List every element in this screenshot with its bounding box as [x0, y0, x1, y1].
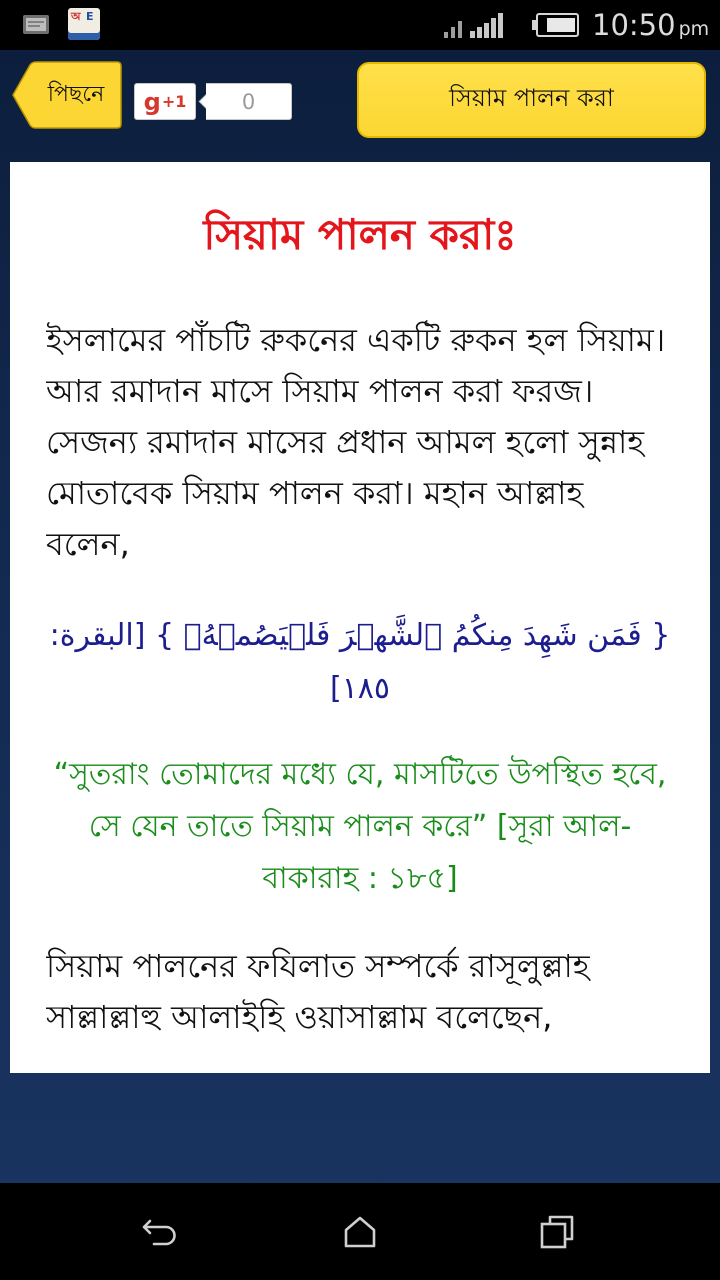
data-signal-icon — [444, 18, 462, 38]
app-icon-letter-1: অ — [71, 10, 81, 23]
screenshot-icon — [22, 13, 50, 37]
clock-time: 10:50 — [592, 8, 676, 42]
clock-ampm: pm — [678, 18, 710, 40]
back-button[interactable] — [11, 61, 123, 129]
app-icon-letter-2: E — [86, 10, 94, 23]
plus-one-count: 0 — [206, 83, 292, 120]
topic-title-button[interactable]: সিয়াম পালন করা — [357, 62, 706, 138]
back-icon[interactable] — [140, 1212, 180, 1252]
recents-icon[interactable] — [537, 1212, 577, 1252]
clock — [592, 5, 716, 45]
home-icon[interactable] — [340, 1212, 380, 1252]
navigation-bar — [0, 1183, 720, 1280]
battery-fill — [547, 18, 575, 32]
google-plus-one-label: +1 — [161, 91, 187, 111]
back-button-label: পিছনে — [47, 81, 105, 107]
intro-paragraph: ইসলামের পাঁচটি রুকনের একটি রুকন হল সিয়াম। আর রমাদান মাসে সিয়াম পালন করা ফরজ। সেজন্য রমাদান মাসের প্রধান আমল হলো সুন্নাহ মোতাবেক সিয়াম পালন করা। মহান আল্লাহ বলেন, — [46, 321, 666, 563]
battery-icon — [532, 13, 580, 37]
verse-translation: “সুতরাং তোমাদের মধ্যে যে, মাসটিতে উপস্থিত হবে, সে যেন তাতে সিয়াম পালন করে” [সূরা আল-বাকারাহ : ১৮৫] — [53, 757, 667, 896]
google-plus-one-button[interactable] — [134, 83, 196, 120]
arabic-verse: { فَمَن شَهِدَ مِنكُمُ ٱلشَّهۡرَ فَلۡيَصُمۡهُۖ } [البقرة: ١٨٥] — [49, 618, 671, 706]
content-card — [10, 162, 710, 1073]
signal-bars-icon — [470, 13, 506, 38]
google-plus-g: g — [143, 87, 161, 116]
status-bar — [0, 0, 720, 50]
app-icon — [68, 8, 100, 40]
page-heading: সিয়াম পালন করাঃ — [203, 210, 517, 259]
virtue-paragraph: সিয়াম পালনের ফযিলাত সম্পর্কে রাসূলুল্লাহ সাল্লাল্লাহু আলাইহি ওয়াসাল্লাম বলেছেন, — [46, 947, 590, 1036]
